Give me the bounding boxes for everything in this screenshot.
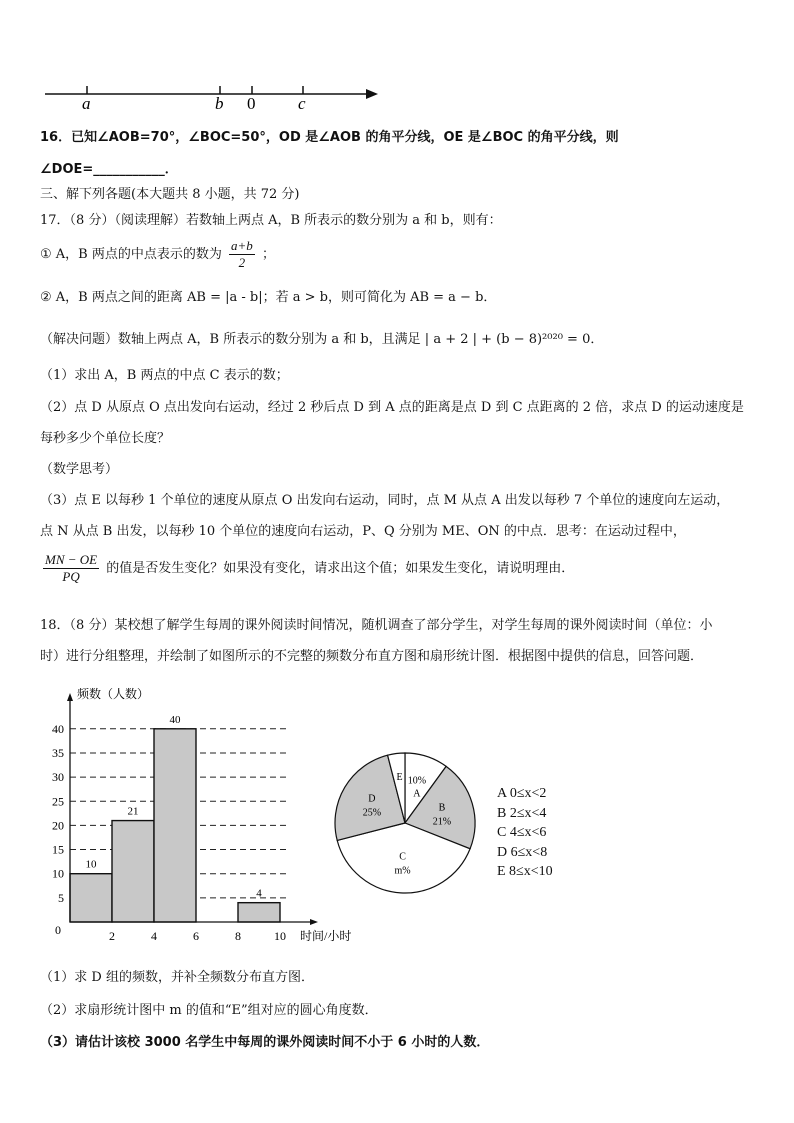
x-tick-label: 10 bbox=[274, 929, 286, 943]
q17-sub3a: （3）点 E 以每秒 1 个单位的速度从原点 O 出发向右运动，同时，点 M 从点 A 出发以每秒 7 个单位的速度向左运动， bbox=[40, 493, 730, 508]
q17-sub2a: （2）点 D 从原点 O 点出发向右运动，经过 2 秒后点 D 到 A 点的距离是点 D 到 C 点距离的 2 倍，求点 D 的运动速度是 bbox=[40, 400, 744, 415]
y-tick-label: 30 bbox=[52, 770, 64, 785]
number-line bbox=[40, 80, 390, 110]
y-tick-label: 40 bbox=[52, 721, 64, 736]
x-tick-label: 6 bbox=[193, 929, 199, 943]
y-tick-label: 10 bbox=[52, 866, 64, 881]
bar-data-label: 40 bbox=[169, 713, 181, 726]
q17-think: （数学思考） bbox=[40, 462, 119, 477]
q18-line1: 18．（8 分）某校想了解学生每周的课外阅读时间情况，随机调查了部分学生，对学生每周的课外阅读时间（单位：小 bbox=[40, 618, 713, 633]
q17-sub3c-num: MN − OE bbox=[45, 552, 98, 567]
q18-sub2: （2）求扇形统计图中 m 的值和“E”组对应的圆心角度数． bbox=[40, 1003, 378, 1018]
pie-label-a: A bbox=[413, 788, 421, 800]
number-line-label-a: a bbox=[82, 94, 91, 110]
q17-sub2b: 每秒多少个单位长度？ bbox=[40, 431, 171, 446]
q17-item1 bbox=[40, 238, 275, 271]
x-axis-title: 时间/小时 bbox=[300, 929, 352, 943]
pie-label-e: E bbox=[396, 771, 403, 783]
q17-item1-num: a+b bbox=[231, 238, 253, 253]
pie-label-b: B bbox=[438, 802, 446, 814]
x-tick-label: 2 bbox=[109, 929, 115, 943]
number-line-label-b: b bbox=[215, 94, 224, 110]
x-tick-label: 0 bbox=[55, 923, 61, 937]
q16-line1: 16．已知∠AOB=70°，∠BOC=50°，OD 是∠AOB 的角平分线，OE 是∠BOC 的角平分线，则 bbox=[40, 130, 619, 145]
legend-item-a: A 0≤x<2 bbox=[497, 786, 547, 801]
q17-sub3c-fraction bbox=[43, 552, 99, 585]
pie-percent-a: 10% bbox=[407, 775, 427, 787]
q18-sub1: （1）求 D 组的频数，并补全频数分布直方图． bbox=[40, 970, 314, 985]
legend-item-d: D 6≤x<8 bbox=[497, 844, 548, 860]
pie-percent-c: m% bbox=[394, 865, 411, 877]
number-line-label-c: c bbox=[298, 94, 306, 110]
pie-label-d: D bbox=[368, 793, 376, 805]
histogram-bar bbox=[154, 729, 196, 922]
histogram-bar bbox=[238, 903, 280, 922]
y-tick-label: 35 bbox=[52, 745, 64, 760]
q18-sub3: （3）请估计该校 3000 名学生中每周的课外阅读时间不小于 6 小时的人数． bbox=[40, 1035, 490, 1050]
x-tick-label: 8 bbox=[235, 929, 241, 943]
pie-chart bbox=[330, 748, 480, 898]
legend-item-c: C 4≤x<6 bbox=[497, 825, 547, 840]
q17-item1-fraction bbox=[229, 238, 255, 271]
q17-sub1: （1）求出 A，B 两点的中点 C 表示的数； bbox=[40, 368, 289, 383]
q17-sub3c-den: PQ bbox=[62, 569, 80, 584]
y-tick-label: 5 bbox=[58, 890, 64, 905]
frequency-histogram bbox=[40, 680, 360, 950]
pie-legend bbox=[497, 784, 553, 882]
y-tick-label: 25 bbox=[52, 794, 64, 809]
y-axis-arrow bbox=[67, 693, 73, 701]
legend-item-b: B 2≤x<4 bbox=[497, 805, 547, 821]
q18-line2: 时）进行分组整理，并绘制了如图所示的不完整的频数分布直方图和扇形统计图．根据图中提供的信息，回答问题． bbox=[40, 649, 704, 664]
q17-sub3c-text: 的值是否发生变化？如果没有变化，请求出这个值；如果发生变化，请说明理由． bbox=[106, 561, 575, 576]
y-tick-label: 20 bbox=[52, 818, 64, 833]
q17-solve: （解决问题）数轴上两点 A，B 所表示的数分别为 a 和 b，且满足 | a + 2 | + (b − 8)²⁰²⁰ = 0． bbox=[40, 332, 604, 347]
pie-percent-d: 25% bbox=[362, 807, 382, 819]
q17-sub3b: 点 N 从点 B 出发，以每秒 10 个单位的速度向右运动，P、Q 分别为 ME、ON 的中点．思考：在运动过程中， bbox=[40, 524, 686, 539]
bar-data-label: 10 bbox=[85, 858, 97, 871]
histogram-bar bbox=[112, 821, 154, 922]
q17-intro: 17．（8 分）（阅读理解）若数轴上两点 A，B 所表示的数分别为 a 和 b，则有： bbox=[40, 213, 502, 228]
q17-item1-prefix: ① A，B 两点的中点表示的数为 bbox=[40, 247, 222, 262]
pie-label-c: C bbox=[399, 851, 406, 863]
q17-item2: ② A，B 两点之间的距离 AB = |a - b|；若 a > b，则可简化为 AB = a − b． bbox=[40, 290, 497, 305]
pie-percent-b: 21% bbox=[432, 816, 452, 828]
histogram-bar bbox=[70, 874, 112, 922]
y-tick-label: 15 bbox=[52, 842, 64, 857]
number-line-label-0: 0 bbox=[247, 94, 256, 110]
q16-line2: ∠DOE=___________． bbox=[40, 162, 178, 177]
bar-data-label: 21 bbox=[127, 805, 139, 818]
x-axis-arrow bbox=[310, 919, 318, 925]
bar-data-label: 4 bbox=[256, 887, 262, 900]
section-heading: 三、解下列各题(本大题共 8 小题，共 72 分) bbox=[40, 187, 300, 202]
y-axis-title: 频数（人数） bbox=[77, 687, 150, 701]
legend-item-e: E 8≤x<10 bbox=[497, 864, 553, 879]
q17-item1-suffix: ； bbox=[261, 247, 275, 262]
q17-item1-den: 2 bbox=[238, 255, 246, 270]
x-tick-label: 4 bbox=[151, 929, 157, 943]
q17-sub3c bbox=[40, 552, 574, 585]
